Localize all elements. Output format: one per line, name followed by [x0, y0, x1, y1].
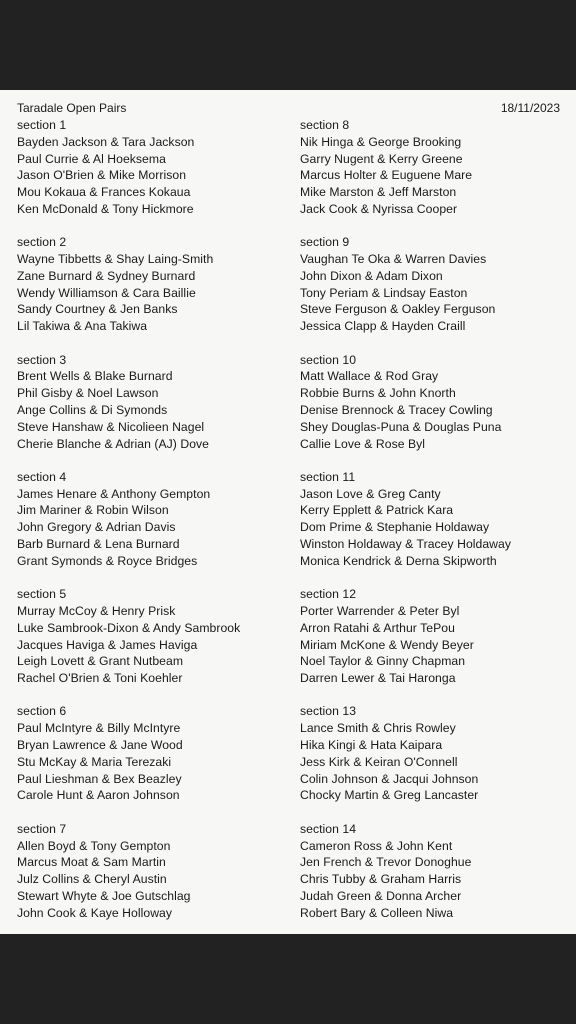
- pair-entry: John Gregory & Adrian Davis: [17, 520, 176, 535]
- pair-entry: Robbie Burns & John Knorth: [300, 386, 456, 401]
- section-heading: section 13: [300, 704, 357, 719]
- pair-entry: Denise Brennock & Tracey Cowling: [300, 402, 493, 417]
- pair-entry: Jason Love & Greg Canty: [300, 486, 441, 501]
- pair-entry: Hika Kingi & Hata Kaipara: [300, 738, 443, 753]
- pair-entry: Callie Love & Rose Byl: [300, 436, 426, 451]
- pair-entry: Lance Smith & Chris Rowley: [300, 721, 456, 736]
- pair-entry: Chris Tubby & Graham Harris: [300, 872, 462, 887]
- pair-entry: Porter Warrender & Peter Byl: [300, 603, 460, 618]
- section-block: [300, 586, 570, 703]
- pair-entry: Nik Hinga & George Brooking: [300, 134, 462, 149]
- pair-entry: Zane Burnard & Sydney Burnard: [17, 268, 196, 283]
- pair-entry: Winston Holdaway & Tracey Holdaway: [300, 537, 512, 552]
- pair-entry: Mike Marston & Jeff Marston: [300, 185, 457, 200]
- section-heading: section 10: [300, 352, 357, 367]
- pair-entry: Garry Nugent & Kerry Greene: [300, 151, 463, 166]
- pair-entry: Arron Ratahi & Arthur TePou: [300, 620, 455, 635]
- pair-entry: Dom Prime & Stephanie Holdaway: [300, 520, 490, 535]
- pair-entry: Colin Johnson & Jacqui Johnson: [300, 771, 479, 786]
- pair-entry: Wendy Williamson & Cara Baillie: [17, 285, 196, 300]
- pair-entry: Leigh Lovett & Grant Nutbeam: [17, 654, 184, 669]
- section-block: [17, 234, 287, 351]
- pair-entry: Matt Wallace & Rod Gray: [300, 369, 439, 384]
- pair-entry: Stu McKay & Maria Terezaki: [17, 754, 172, 769]
- pair-entry: Chocky Martin & Greg Lancaster: [300, 788, 479, 803]
- pair-entry: Stewart Whyte & Joe Gutschlag: [17, 888, 191, 903]
- pair-entry: Marcus Holter & Euguene Mare: [300, 168, 473, 183]
- pair-entry: Ken McDonald & Tony Hickmore: [17, 201, 194, 216]
- pair-entry: Luke Sambrook-Dixon & Andy Sambrook: [17, 620, 241, 635]
- section-block: [17, 821, 287, 938]
- section-block: [17, 586, 287, 703]
- pair-entry: Marcus Moat & Sam Martin: [17, 855, 166, 870]
- section-block: [300, 821, 570, 938]
- pair-entry: Darren Lewer & Tai Haronga: [300, 671, 456, 686]
- pair-entry: James Henare & Anthony Gempton: [17, 486, 211, 501]
- pair-entry: John Dixon & Adam Dixon: [300, 268, 443, 283]
- pair-entry: Steve Ferguson & Oakley Ferguson: [300, 302, 496, 317]
- pair-entry: Miriam McKone & Wendy Beyer: [300, 637, 474, 652]
- pair-entry: Ange Collins & Di Symonds: [17, 402, 168, 417]
- pair-entry: Brent Wells & Blake Burnard: [17, 369, 173, 384]
- bottom-black-bar: [0, 934, 576, 1024]
- section-block: [17, 117, 287, 234]
- pair-entry: Jacques Haviga & James Haviga: [17, 637, 198, 652]
- pair-entry: Paul Lieshman & Bex Beazley: [17, 771, 182, 786]
- pair-entry: Monica Kendrick & Derna Skipworth: [300, 553, 497, 568]
- pair-entry: Steve Hanshaw & Nicolieen Nagel: [17, 419, 205, 434]
- section-block: [300, 117, 570, 234]
- pair-entry: Noel Taylor & Ginny Chapman: [300, 654, 466, 669]
- section-heading: section 9: [300, 235, 350, 250]
- pair-entry: Cameron Ross & John Kent: [300, 838, 453, 853]
- pair-entry: Julz Collins & Cheryl Austin: [17, 872, 167, 887]
- pair-entry: Jessica Clapp & Hayden Craill: [300, 319, 466, 334]
- pair-entry: Allen Boyd & Tony Gempton: [17, 838, 171, 853]
- section-heading: section 3: [17, 352, 67, 367]
- section-heading: section 11: [300, 469, 356, 484]
- pair-entry: Bryan Lawrence & Jane Wood: [17, 738, 183, 753]
- document-sheet: [0, 90, 576, 934]
- pair-entry: Carole Hunt & Aaron Johnson: [17, 788, 180, 803]
- section-heading: section 7: [17, 821, 67, 836]
- pair-entry: Barb Burnard & Lena Burnard: [17, 537, 180, 552]
- pair-entry: Tony Periam & Lindsay Easton: [300, 285, 468, 300]
- pair-entry: Lil Takiwa & Ana Takiwa: [17, 319, 148, 334]
- pair-entry: Phil Gisby & Noel Lawson: [17, 386, 159, 401]
- section-block: [300, 234, 570, 351]
- pair-entry: John Cook & Kaye Holloway: [17, 905, 173, 920]
- pair-entry: Cherie Blanche & Adrian (AJ) Dove: [17, 436, 210, 451]
- pair-entry: Kerry Epplett & Patrick Kara: [300, 503, 454, 518]
- section-block: [17, 469, 287, 586]
- pair-entry: Sandy Courtney & Jen Banks: [17, 302, 178, 317]
- pair-entry: Robert Bary & Colleen Niwa: [300, 905, 454, 920]
- pair-entry: Jim Mariner & Robin Wilson: [17, 503, 169, 518]
- document-date: 18/11/2023: [500, 101, 560, 115]
- pair-entry: Wayne Tibbetts & Shay Laing-Smith: [17, 252, 214, 267]
- section-heading: section 6: [17, 704, 67, 719]
- section-heading: section 2: [17, 235, 67, 250]
- right-column: [300, 117, 570, 938]
- section-heading: section 14: [300, 821, 357, 836]
- pair-entry: Rachel O'Brien & Toni Koehler: [17, 671, 183, 686]
- section-block: [300, 469, 570, 586]
- pair-entry: Mou Kokaua & Frances Kokaua: [17, 185, 191, 200]
- pair-entry: Shey Douglas-Puna & Douglas Puna: [300, 419, 502, 434]
- page-title: Taradale Open Pairs: [17, 101, 127, 115]
- left-column: [17, 117, 287, 938]
- pair-entry: Jess Kirk & Keiran O'Connell: [300, 754, 458, 769]
- pair-entry: Judah Green & Donna Archer: [300, 888, 462, 903]
- pair-entry: Paul McIntyre & Billy McIntyre: [17, 721, 181, 736]
- section-block: [17, 703, 287, 820]
- section-block: [17, 352, 287, 469]
- section-heading: section 4: [17, 469, 67, 484]
- pair-entry: Jack Cook & Nyrissa Cooper: [300, 201, 458, 216]
- section-heading: section 12: [300, 587, 357, 602]
- pair-entry: Bayden Jackson & Tara Jackson: [17, 134, 195, 149]
- section-block: [300, 352, 570, 469]
- section-block: [300, 703, 570, 820]
- pair-entry: Jen French & Trevor Donoghue: [300, 855, 472, 870]
- section-heading: section 1: [17, 118, 67, 132]
- pair-entry: Vaughan Te Oka & Warren Davies: [300, 252, 487, 267]
- pair-entry: Jason O'Brien & Mike Morrison: [17, 168, 187, 183]
- pair-entry: Murray McCoy & Henry Prisk: [17, 603, 176, 618]
- section-heading: section 5: [17, 587, 67, 602]
- top-black-bar: [0, 0, 576, 90]
- pair-entry: Grant Symonds & Royce Bridges: [17, 553, 198, 568]
- section-heading: section 8: [300, 118, 350, 132]
- pair-entry: Paul Currie & Al Hoeksema: [17, 151, 166, 166]
